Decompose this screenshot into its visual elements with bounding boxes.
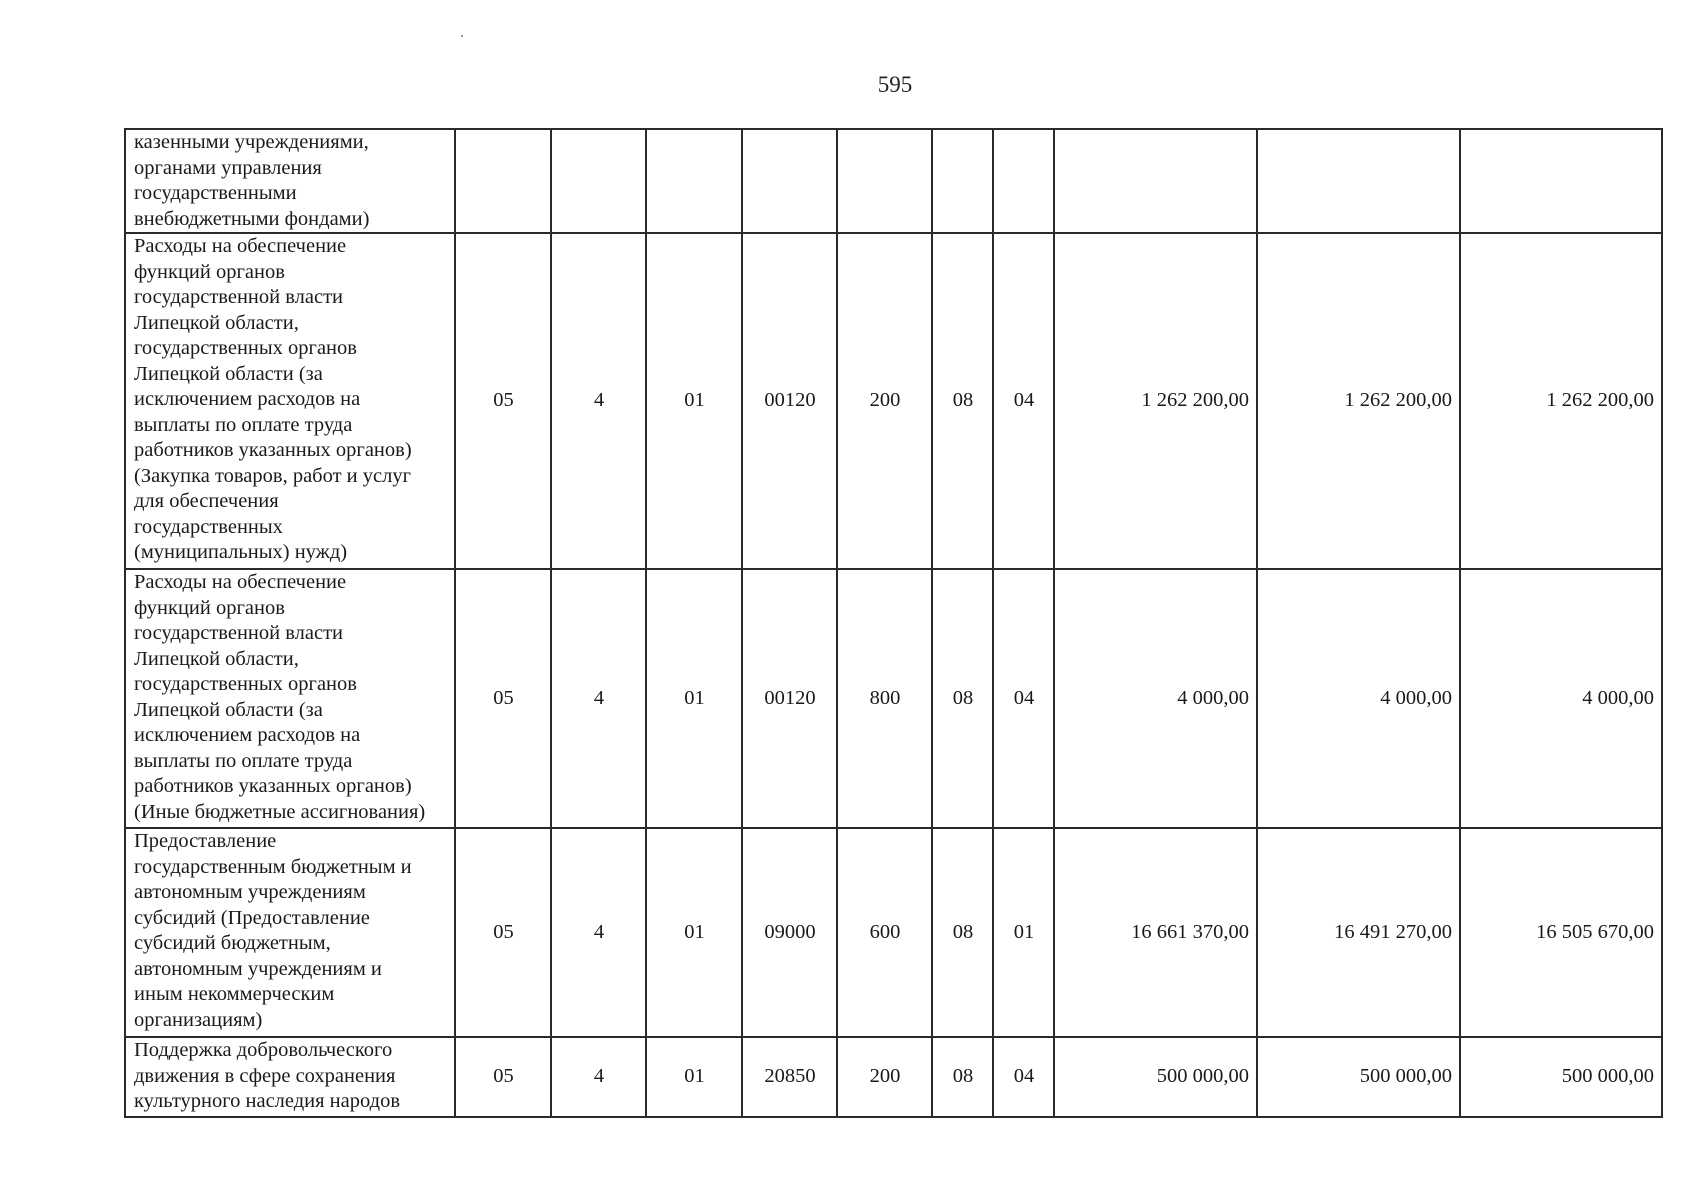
budget-table — [124, 128, 1663, 1118]
amount-cell: 16 491 270,00 — [1257, 828, 1460, 1037]
amount-cell: 4 000,00 — [1054, 569, 1257, 828]
code-cell: 600 — [837, 828, 932, 1037]
row-description: Предоставление государственным бюджетным и автономным учреждениям субсидий (Предоставление субсидий бюджетным, автономным учреждениям и иным некоммерческим организациям) — [125, 828, 455, 1037]
code-cell: 05 — [455, 828, 551, 1037]
amount-cell — [1460, 129, 1662, 233]
code-cell: 08 — [932, 233, 993, 569]
code-cell: 08 — [932, 1037, 993, 1117]
code-cell: 01 — [993, 828, 1054, 1037]
code-cell: 00120 — [742, 233, 837, 569]
table-row — [125, 1037, 1662, 1117]
table-row — [125, 828, 1662, 1037]
code-cell — [742, 129, 837, 233]
code-cell — [551, 129, 646, 233]
code-cell: 05 — [455, 569, 551, 828]
code-cell: 200 — [837, 233, 932, 569]
row-description: Расходы на обеспечение функций органов государственной власти Липецкой области, государственных органов Липецкой области (за исключением расходов на выплаты по оплате труда работников указанных органов) (Закупка товаров, работ и услуг для обеспечения государственных (муниципальных) нужд) — [125, 233, 455, 569]
amount-cell: 1 262 200,00 — [1054, 233, 1257, 569]
code-cell — [993, 129, 1054, 233]
code-cell: 20850 — [742, 1037, 837, 1117]
code-cell: 09000 — [742, 828, 837, 1037]
scan-speck — [461, 35, 463, 37]
code-cell — [837, 129, 932, 233]
row-description: Расходы на обеспечение функций органов государственной власти Липецкой области, государственных органов Липецкой области (за исключением расходов на выплаты по оплате труда работников указанных органов) (Иные бюджетные ассигнования) — [125, 569, 455, 828]
amount-cell: 4 000,00 — [1460, 569, 1662, 828]
code-cell: 08 — [932, 569, 993, 828]
code-cell: 200 — [837, 1037, 932, 1117]
code-cell: 4 — [551, 1037, 646, 1117]
code-cell: 00120 — [742, 569, 837, 828]
table-row — [125, 569, 1662, 828]
amount-cell: 4 000,00 — [1257, 569, 1460, 828]
code-cell: 800 — [837, 569, 932, 828]
page-number: 595 — [877, 72, 913, 97]
amount-cell: 1 262 200,00 — [1257, 233, 1460, 569]
table-row — [125, 129, 1662, 233]
amount-cell — [1257, 129, 1460, 233]
code-cell: 01 — [646, 828, 742, 1037]
code-cell: 05 — [455, 1037, 551, 1117]
amount-cell: 500 000,00 — [1460, 1037, 1662, 1117]
amount-cell: 500 000,00 — [1054, 1037, 1257, 1117]
row-description: казенными учреждениями, органами управления государственными внебюджетными фондами) — [125, 129, 455, 233]
table-row — [125, 233, 1662, 569]
amount-cell — [1054, 129, 1257, 233]
code-cell: 4 — [551, 569, 646, 828]
amount-cell: 16 505 670,00 — [1460, 828, 1662, 1037]
amount-cell: 1 262 200,00 — [1460, 233, 1662, 569]
code-cell: 4 — [551, 828, 646, 1037]
code-cell: 05 — [455, 233, 551, 569]
amount-cell: 500 000,00 — [1257, 1037, 1460, 1117]
code-cell: 01 — [646, 1037, 742, 1117]
code-cell: 04 — [993, 569, 1054, 828]
code-cell — [455, 129, 551, 233]
code-cell: 04 — [993, 233, 1054, 569]
code-cell: 01 — [646, 233, 742, 569]
row-description: Поддержка добровольческого движения в сфере сохранения культурного наследия народов — [125, 1037, 455, 1117]
code-cell: 4 — [551, 233, 646, 569]
code-cell — [932, 129, 993, 233]
code-cell — [646, 129, 742, 233]
amount-cell: 16 661 370,00 — [1054, 828, 1257, 1037]
code-cell: 01 — [646, 569, 742, 828]
code-cell: 04 — [993, 1037, 1054, 1117]
code-cell: 08 — [932, 828, 993, 1037]
